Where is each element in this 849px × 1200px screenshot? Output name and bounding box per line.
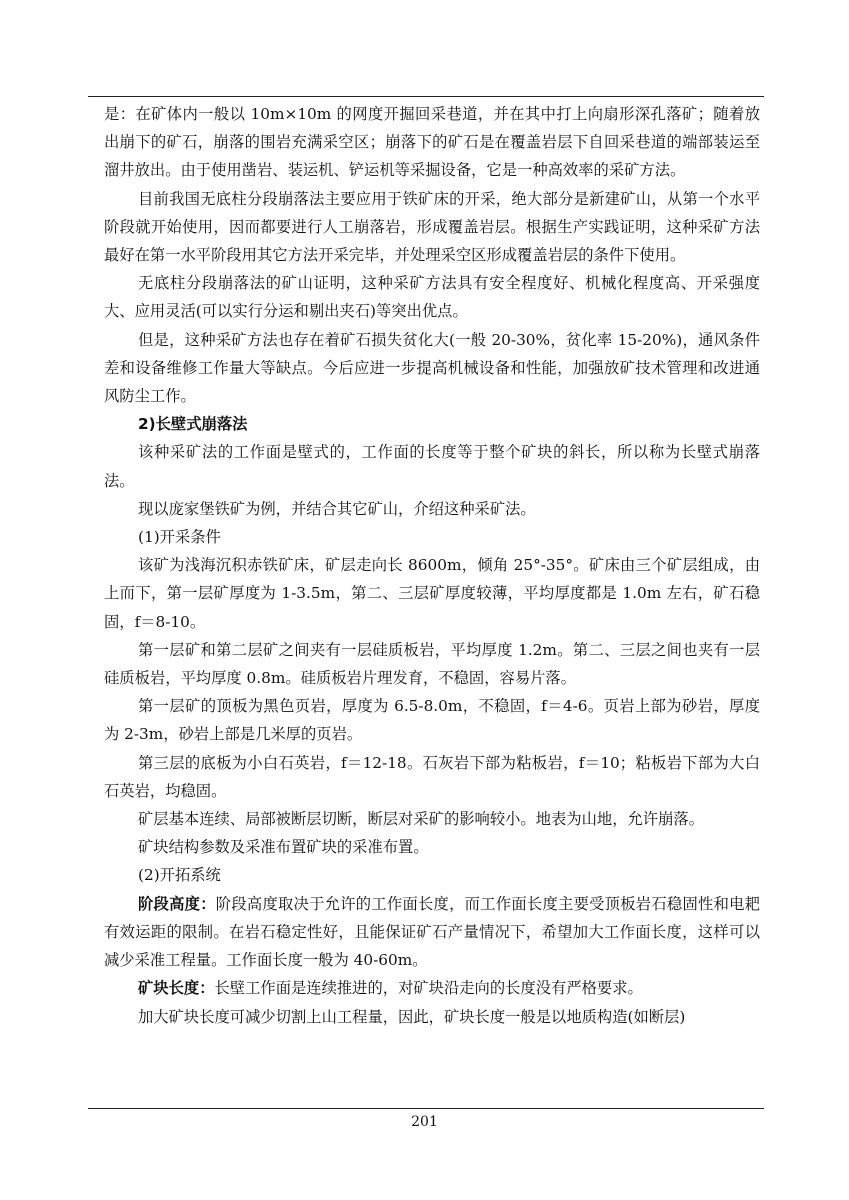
page-number: 201 xyxy=(411,1114,438,1130)
paragraph: 但是，这种采矿方法也存在着矿石损失贫化大(一般 20-30%，贫化率 15-20%)，通风条件差和设备维修工作量大等缺点。今后应进一步提高机械设备和性能，加强放矿技术管理和改进通风防尘工作。 xyxy=(104,330,760,406)
header-rule xyxy=(88,96,764,97)
paragraph: 加大矿块长度可减少切割上山工程量，因此，矿块长度一般是以地质构造(如断层) xyxy=(138,1007,686,1026)
paragraph-lead-term: 矿块长度： xyxy=(138,979,215,998)
paragraph: 第三层的底板为小白石英岩，f＝12-18。石灰岩下部为粘板岩，f＝10；粘板岩下部为大白石英岩，均稳固。 xyxy=(104,753,760,800)
paragraph xyxy=(104,974,760,1002)
paragraph: 无底柱分段崩落法的矿山证明，这种采矿方法具有安全程度好、机械化程度高、开采强度大、应用灵活(可以实行分运和剔出夹石)等突出优点。 xyxy=(104,274,760,321)
subsection-heading: (2)开拓系统 xyxy=(138,866,221,885)
paragraph: 第一层矿和第二层矿之间夹有一层硅质板岩，平均厚度 1.2m。第二、三层之间也夹有一层硅质板岩，平均厚度 0.8m。硅质板岩片理发育，不稳固，容易片落。 xyxy=(104,640,760,688)
body-text xyxy=(104,100,760,1031)
paragraph: 该种采矿法的工作面是壁式的，工作面的长度等于整个矿块的斜长，所以称为长壁式崩落法。 xyxy=(104,443,760,490)
paragraph xyxy=(104,890,760,975)
paragraph-text: 长壁工作面是连续推进的，对矿块沿走向的长度没有严格要求。 xyxy=(214,979,643,998)
paragraph: 是：在矿体内一般以 10m×10m 的网度开掘回采巷道，并在其中打上向扇形深孔落矿；随着放出崩下的矿石，崩落的围岩充满采空区；崩落下的矿石是在覆盖岩层下自回采巷道的端部装运至溜井放出。由于使用凿岩、装运机、铲运机等采掘设备，它是一种高效率的采矿方法。 xyxy=(104,105,760,180)
paragraph: 该矿为浅海沉积赤铁矿床，矿层走向长 8600m，倾角 25°-35°。矿床由三个矿层组成，由上而下，第一层矿厚度为 1-3.5m，第二、三层矿厚度较薄，平均厚度都是 1.0m 左右，矿石稳固，f＝8-10。 xyxy=(104,556,760,631)
footer-rule xyxy=(88,1108,764,1109)
section-heading: 2)长壁式崩落法 xyxy=(138,415,248,434)
paragraph: 现以庞家堡铁矿为例，并结合其它矿山，介绍这种采矿法。 xyxy=(138,499,536,518)
paragraph: 第一层矿的顶板为黑色页岩，厚度为 6.5-8.0m，不稳固，f＝4-6。页岩上部为砂岩，厚度为 2-3m，砂岩上部是几米厚的页岩。 xyxy=(104,697,760,744)
paragraph-lead-term: 阶段高度： xyxy=(138,894,216,913)
subsection-heading: (1)开采条件 xyxy=(138,528,221,547)
paragraph: 矿层基本连续、局部被断层切断，断层对采矿的影响较小。地表为山地，允许崩落。 xyxy=(138,810,704,829)
paragraph: 矿块结构参数及采准布置矿块的采准布置。 xyxy=(138,838,429,857)
paragraph: 目前我国无底柱分段崩落法主要应用于铁矿床的开采，绝大部分是新建矿山，从第一个水平阶段就开始使用，因而都要进行人工崩落岩，形成覆盖岩层。根据生产实践证明，这种采矿方法最好在第一水平阶段用其它方法开采完毕，并处理采空区形成覆盖岩层的条件下使用。 xyxy=(104,189,760,265)
paragraph-text: 阶段高度取决于允许的工作面长度，而工作面长度主要受顶板岩石稳固性和电耙有效运距的限制。在岩石稳定性好，且能保证矿石产量情况下，希望加大工作面长度，这样可以减少采准工程量。工作面长度一般为 40-60m。 xyxy=(104,894,760,970)
